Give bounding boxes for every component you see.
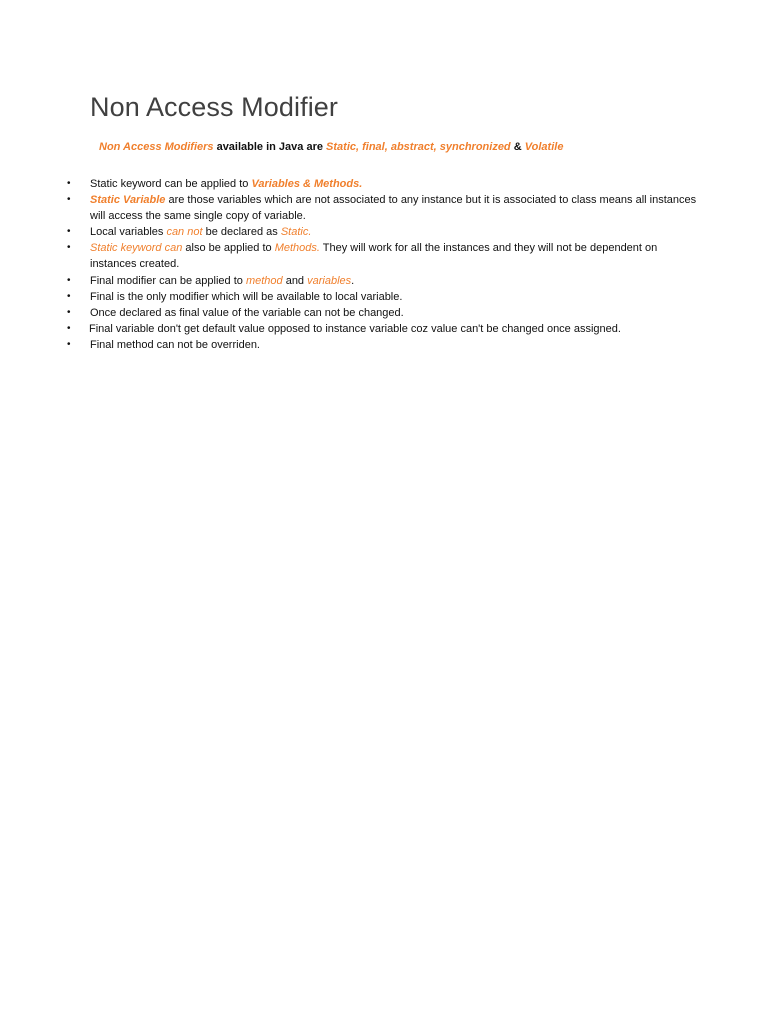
bullet-icon: •: [67, 194, 71, 206]
bullet-icon: •: [67, 242, 71, 254]
list-item: [60, 337, 700, 353]
item-highlight: Variables & Methods.: [251, 178, 363, 190]
item-text: Once declared as final value of the variable can not be changed.: [90, 306, 404, 319]
list-item: [60, 176, 700, 192]
item-highlight: Static keyword can: [90, 242, 183, 255]
intro-ampersand: &: [510, 141, 525, 153]
list-item: [60, 224, 700, 240]
list-item: [60, 289, 700, 305]
item-text: and: [282, 274, 308, 287]
list-item: [60, 240, 700, 272]
intro-last-modifier: Volatile: [524, 141, 564, 153]
page-title: Non Access Modifier: [90, 92, 338, 122]
item-highlight: Static.: [280, 226, 312, 239]
intro-line: [99, 141, 563, 153]
bullet-icon: •: [67, 290, 71, 302]
item-highlight: method: [245, 274, 283, 287]
item-text: Local variables: [90, 226, 167, 239]
item-highlight: variables: [307, 274, 352, 287]
item-text: Static keyword can be applied to: [90, 178, 252, 190]
list-item: [60, 305, 700, 321]
bullet-icon: •: [67, 274, 71, 286]
list-item: [60, 321, 700, 337]
item-text: They will work for all the instances and they will not be dependent on instances created.: [90, 242, 658, 271]
bullet-icon: •: [67, 322, 71, 334]
bullet-list: [60, 176, 700, 353]
bullet-icon: •: [67, 306, 71, 318]
item-text: Final variable don't get default value opposed to instance variable coz value can't be changed once assigned.: [89, 322, 621, 335]
item-highlight: Static Variable: [90, 194, 166, 207]
item-highlight: can not: [166, 226, 203, 239]
item-highlight: Methods.: [274, 242, 320, 255]
item-text: .: [351, 274, 355, 287]
list-item: [60, 273, 700, 289]
bullet-icon: •: [67, 178, 71, 189]
item-text: are those variables which are not associated to any instance but it is associated to class means all instances will access the same single copy of variable.: [90, 194, 697, 223]
item-text: Final method can not be overriden.: [90, 338, 260, 351]
item-text: be declared as: [202, 226, 281, 239]
intro-term: Non Access Modifiers: [99, 141, 214, 153]
item-text: also be applied to: [182, 242, 275, 255]
list-item: [60, 192, 700, 224]
bullet-icon: •: [67, 226, 71, 238]
bullet-icon: •: [67, 338, 71, 350]
item-text: Final is the only modifier which will be available to local variable.: [90, 290, 403, 303]
item-text: Final modifier can be applied to: [90, 274, 246, 287]
intro-middle: available in Java are: [213, 141, 327, 153]
intro-modifier-list: Static, final, abstract, synchronized: [326, 141, 511, 153]
